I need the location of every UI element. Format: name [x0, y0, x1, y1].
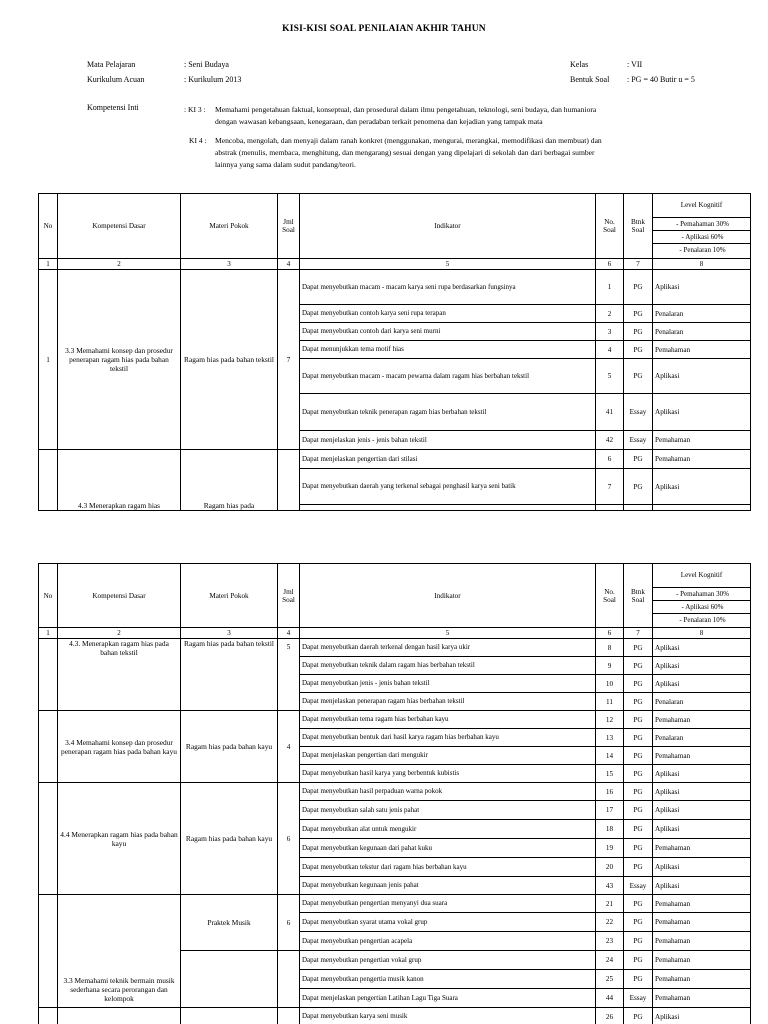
mapel-label: Mata Pelajaran: [87, 60, 136, 69]
bentuk-soal: Essay: [624, 877, 653, 895]
row-number: [39, 895, 58, 1008]
ki4-line-1: Mencoba, mengolah, dan menyaji dalam ranah konkret (menggunakan, mengurai, merangkai, memodifikasi dan membuat) dan: [215, 136, 602, 145]
level-kognitif: Pemahaman: [653, 341, 751, 359]
kurikulum-label: Kurikulum Acuan: [87, 75, 145, 84]
indikator: Dapat menyebutkan bentuk dari hasil karya ragam hias berbahan kayu: [300, 729, 596, 747]
no-soal: 13: [596, 729, 624, 747]
kisi-table-page-1: [38, 193, 751, 511]
level-kognitif: Pemahaman: [653, 895, 751, 913]
no-soal: 1: [596, 270, 624, 305]
col-number: 2: [58, 259, 181, 270]
indikator: Dapat menjelaskan penerapan ragam hias berbahan tekstil: [300, 693, 596, 711]
indikator: Dapat menyebutkan tekstur dari ragam hias berbahan kayu: [300, 858, 596, 877]
kelas-value: : VII: [627, 60, 643, 69]
jumlah-soal: 6: [278, 783, 300, 895]
bentuk-soal: PG: [624, 765, 653, 783]
indikator: Dapat menyebutkan salah satu jenis pahat: [300, 801, 596, 820]
no-soal: 3: [596, 323, 624, 341]
indikator: Dapat menyebutkan kegunaan jenis pahat: [300, 877, 596, 895]
indikator: Dapat menjelaskan jenis - jenis bahan tekstil: [300, 431, 596, 450]
indikator: Dapat menyebutkan karya seni musik: [300, 1008, 596, 1024]
indikator: Dapat menyebutkan daerah yang terkenal sebagai penghasil karya seni batik: [300, 469, 596, 505]
bentuk-soal: PG: [624, 913, 653, 932]
col-number: 1: [39, 259, 58, 270]
level-kognitif: Pemahaman: [653, 450, 751, 469]
no-soal: 14: [596, 747, 624, 765]
jumlah-soal: 7: [278, 270, 300, 450]
header-jml: Jml Soal: [278, 564, 300, 628]
indikator: Dapat menjelaskan pengertian Latihan Lagu Tiga Suara: [300, 989, 596, 1008]
bentuk-soal: Essay: [624, 431, 653, 450]
level-kognitif: Pemahaman: [653, 711, 751, 729]
header-bentuk: Btnk Soal: [624, 564, 653, 628]
no-soal: 8: [596, 639, 624, 657]
bentuk-soal: PG: [624, 895, 653, 913]
row-number: [39, 711, 58, 783]
col-number: 3: [181, 259, 278, 270]
ki3-text: [215, 104, 735, 128]
header-bentuk: Btnk Soal: [624, 194, 653, 259]
ki4-line-3: lainnya yang sama dalam sudut pandang/teori.: [215, 160, 356, 169]
table-row: [39, 711, 751, 729]
kompetensi-dasar: 3.3 Memahami konsep dan prosedur penerapan ragam hias pada bahan tekstil: [58, 270, 181, 450]
col-number: 3: [181, 628, 278, 639]
bentuk-soal: PG: [624, 305, 653, 323]
header-materi: Materi Pokok: [181, 194, 278, 259]
level-kognitif: Aplikasi: [653, 820, 751, 839]
level-kognitif: Aplikasi: [653, 469, 751, 505]
header-level: [653, 564, 751, 628]
level-kognitif: Pemahaman: [653, 932, 751, 951]
no-soal: 20: [596, 858, 624, 877]
jumlah-soal: [278, 450, 300, 511]
bentuk-soal: PG: [624, 951, 653, 970]
no-soal: 19: [596, 839, 624, 858]
col-number: 6: [596, 259, 624, 270]
level-penalaran: - Penalaran 10%: [679, 246, 726, 254]
kompetensi-dasar: 4.4 Menerapkan ragam hias pada bahan kayu: [58, 783, 181, 895]
kompetensi-dasar: 3.4 Memahami konsep dan prosedur penerapan ragam hias pada bahan kayu: [58, 711, 181, 783]
level-kognitif: Pemahaman: [653, 431, 751, 450]
level-penalaran: - Penalaran 10%: [679, 616, 726, 624]
materi-pokok: Ragam hias pada bahan tekstil: [181, 270, 278, 450]
mapel-value: : Seni Budaya: [184, 60, 229, 69]
no-soal: 44: [596, 989, 624, 1008]
bentuk-soal: PG: [624, 747, 653, 765]
indikator: Dapat menjelaskan pengertian dari mengukir: [300, 747, 596, 765]
header-no-soal: No. Soal: [596, 194, 624, 259]
indikator: Dapat menyebutkan tema ragam hias berbahan kayu: [300, 711, 596, 729]
bentuk-soal: Essay: [624, 394, 653, 431]
bentuk-soal: PG: [624, 932, 653, 951]
col-number: 6: [596, 628, 624, 639]
kelas-label: Kelas: [570, 60, 589, 69]
indikator: Dapat menyebutkan kegunaan dari pahat kuku: [300, 839, 596, 858]
no-soal: 26: [596, 1008, 624, 1024]
level-kognitif: Penalaran: [653, 305, 751, 323]
indikator: Dapat menyebutkan teknik penerapan ragam hias berbahan tekstil: [300, 394, 596, 431]
col-number: 4: [278, 259, 300, 270]
indikator: Dapat menyebutkan contoh dari karya seni murni: [300, 323, 596, 341]
header-kd: Kompetensi Dasar: [58, 564, 181, 628]
row-number: 1: [39, 270, 58, 450]
level-kognitif: Aplikasi: [653, 877, 751, 895]
kisi-table-page-2: [38, 563, 751, 1024]
no-soal: 25: [596, 970, 624, 989]
indikator: Dapat menyebutkan alat untuk mengukir: [300, 820, 596, 839]
indikator: Dapat menyebutkan teknik dalam ragam hias berbahan tekstil: [300, 657, 596, 675]
indikator: Dapat menyebutkan hasil perpaduan warna pokok: [300, 783, 596, 801]
level-kognitif: Aplikasi: [653, 657, 751, 675]
table-row: [39, 639, 751, 657]
level-kognitif: Aplikasi: [653, 783, 751, 801]
level-pemahaman: - Pemahaman 30%: [653, 588, 750, 601]
level-kognitif: Aplikasi: [653, 858, 751, 877]
col-number: 7: [624, 259, 653, 270]
bentuk-soal: PG: [624, 469, 653, 505]
header-no-soal: No. Soal: [596, 564, 624, 628]
header-jml: Jml Soal: [278, 194, 300, 259]
materi-pokok: Ragam hias pada bahan tekstil: [181, 639, 278, 711]
col-number: 5: [300, 628, 596, 639]
document-page-2: [0, 563, 768, 1024]
level-kognitif: Pemahaman: [653, 839, 751, 858]
materi-pokok: Praktek Musik: [181, 895, 278, 951]
header-no: No: [39, 564, 58, 628]
level-kognitif: Penalaran: [653, 729, 751, 747]
indikator: Dapat menyebutkan macam - macam karya seni rupa berdasarkan fungsinya: [300, 270, 596, 305]
indikator: Dapat menyebutkan syarat utama vokal grup: [300, 913, 596, 932]
header-kd: Kompetensi Dasar: [58, 194, 181, 259]
header-indikator: Indikator: [300, 564, 596, 628]
indikator: Dapat menunjukkan tema motif hias: [300, 341, 596, 359]
no-soal: 9: [596, 657, 624, 675]
level-kognitif: Aplikasi: [653, 801, 751, 820]
no-soal: 21: [596, 895, 624, 913]
table-row: [39, 783, 751, 801]
bentuk-soal: Essay: [624, 989, 653, 1008]
row-number: [39, 783, 58, 895]
no-soal: 43: [596, 877, 624, 895]
no-soal: 16: [596, 783, 624, 801]
level-kognitif: Pemahaman: [653, 913, 751, 932]
table-row: [39, 1008, 751, 1024]
no-soal: 10: [596, 675, 624, 693]
bentuk-soal: PG: [624, 450, 653, 469]
level-title: Level Kognitif: [653, 194, 750, 218]
level-kognitif: Pemahaman: [653, 989, 751, 1008]
level-kognitif: Pemahaman: [653, 951, 751, 970]
jumlah-soal: 4: [278, 711, 300, 783]
indikator: Dapat menyebutkan jenis - jenis bahan tekstil: [300, 675, 596, 693]
ki3-line-2: dengan wawasan kebangsaan, kenegaraan, dan peradaban terkait penomena dan kejadian yang tampak mata: [215, 117, 543, 126]
no-soal: 17: [596, 801, 624, 820]
col-number: 1: [39, 628, 58, 639]
bentuk-soal: PG: [624, 639, 653, 657]
table-row: [39, 450, 751, 469]
ki4-text: [215, 135, 735, 171]
no-soal: 6: [596, 450, 624, 469]
col-number: 4: [278, 628, 300, 639]
bentuk-soal: PG: [624, 675, 653, 693]
materi-pokok: [181, 951, 278, 1008]
no-soal: 24: [596, 951, 624, 970]
level-kognitif: Aplikasi: [653, 394, 751, 431]
bentuk-soal: PG: [624, 657, 653, 675]
column-number-row: [39, 628, 751, 639]
col-number: 5: [300, 259, 596, 270]
table-header-row: [39, 564, 751, 628]
no-soal: 4: [596, 341, 624, 359]
level-kognitif: Aplikasi: [653, 675, 751, 693]
no-soal: 18: [596, 820, 624, 839]
col-number: 8: [653, 628, 751, 639]
bentuk-soal-label: Bentuk Soal: [570, 75, 610, 84]
kompetensi-dasar: 3.3 Memahami teknik bermain musik sederhana secara perorangan dan kelompok: [58, 895, 181, 1008]
bentuk-soal: PG: [624, 783, 653, 801]
bentuk-soal: PG: [624, 839, 653, 858]
no-soal: 7: [596, 469, 624, 505]
col-number: 2: [58, 628, 181, 639]
level-title: Level Kognitif: [653, 564, 750, 588]
indikator: Dapat menyebutkan hasil karya yang berbentuk kubistis: [300, 765, 596, 783]
level-aplikasi: - Aplikasi 60%: [653, 231, 750, 244]
header-materi: Materi Pokok: [181, 564, 278, 628]
row-number: [39, 450, 58, 511]
page-gap: [0, 515, 768, 563]
level-kognitif: Penalaran: [653, 323, 751, 341]
materi-pokok: Ragam hias pada bahan kayu: [181, 783, 278, 895]
jumlah-soal: [278, 951, 300, 1008]
level-kognitif: Aplikasi: [653, 270, 751, 305]
no-soal: 2: [596, 305, 624, 323]
column-number-row: [39, 259, 751, 270]
jumlah-soal: 5: [278, 639, 300, 711]
level-kognitif: Aplikasi: [653, 1008, 751, 1024]
materi-pokok: Ragam hias pada bahan kayu: [181, 711, 278, 783]
ki4-line-2: abstrak (menulis, membaca, menghitung, dan mengarang) sesuai dengan yang dipelajari di sekolah dan dari berbagai sumber: [215, 148, 595, 157]
kompetensi-dasar: 4.3 Menerapkan ragam hias: [58, 450, 181, 511]
table-row: [39, 270, 751, 305]
bentuk-soal: PG: [624, 341, 653, 359]
bentuk-soal: PG: [624, 1008, 653, 1024]
indikator: Dapat menjelaskan pengertian dari stilasi: [300, 450, 596, 469]
table-header-row: [39, 194, 751, 259]
no-soal: 12: [596, 711, 624, 729]
bentuk-soal: PG: [624, 858, 653, 877]
level-kognitif: Penalaran: [653, 693, 751, 711]
no-soal: 22: [596, 913, 624, 932]
materi-pokok: Ragam hias pada: [181, 450, 278, 511]
bentuk-soal: PG: [624, 270, 653, 305]
indikator: Dapat menyebutkan daerah terkenal dengan hasil karya ukir: [300, 639, 596, 657]
row-number: [39, 639, 58, 711]
indikator: Dapat menyebutkan pengertian acapela: [300, 932, 596, 951]
indikator: Dapat menyebutkan pengertia musik kanon: [300, 970, 596, 989]
bentuk-soal-value: : PG = 40 Butir u = 5: [627, 75, 695, 84]
bentuk-soal: PG: [624, 729, 653, 747]
bentuk-soal: PG: [624, 323, 653, 341]
bentuk-soal: PG: [624, 711, 653, 729]
bentuk-soal: PG: [624, 801, 653, 820]
col-number: 8: [653, 259, 751, 270]
level-aplikasi: - Aplikasi 60%: [653, 601, 750, 614]
ki3-code: : KI 3 :: [184, 105, 206, 114]
no-soal: 11: [596, 693, 624, 711]
level-pemahaman: - Pemahaman 30%: [653, 218, 750, 231]
level-kognitif: Pemahaman: [653, 970, 751, 989]
level-kognitif: Aplikasi: [653, 359, 751, 394]
table-row: [39, 895, 751, 913]
level-kognitif: Aplikasi: [653, 639, 751, 657]
header-no: No: [39, 194, 58, 259]
bentuk-soal: PG: [624, 970, 653, 989]
bentuk-soal: PG: [624, 820, 653, 839]
ki-label: Kompetensi Inti: [87, 103, 139, 112]
bentuk-soal: PG: [624, 359, 653, 394]
kurikulum-value: : Kurikulum 2013: [184, 75, 242, 84]
page-title: KISI-KISI SOAL PENILAIAN AKHIR TAHUN: [282, 24, 486, 34]
no-soal: 42: [596, 431, 624, 450]
no-soal: 15: [596, 765, 624, 783]
level-kognitif: Aplikasi: [653, 765, 751, 783]
no-soal: 5: [596, 359, 624, 394]
no-soal: 41: [596, 394, 624, 431]
no-soal: 23: [596, 932, 624, 951]
header-indikator: Indikator: [300, 194, 596, 259]
kompetensi-dasar: 4.3. Menerapkan ragam hias pada bahan tekstil: [58, 639, 181, 711]
indikator: Dapat menyebutkan contoh karya seni rupa terapan: [300, 305, 596, 323]
indikator: Dapat menyebutkan pengertian menyanyi dua suara: [300, 895, 596, 913]
level-kognitif: Pemahaman: [653, 747, 751, 765]
indikator: Dapat menyebutkan macam - macam pewarna dalam ragam hias berbahan tekstil: [300, 359, 596, 394]
ki4-code: KI 4 :: [189, 136, 207, 145]
indikator: Dapat menyebutkan pengertian vokal grup: [300, 951, 596, 970]
bentuk-soal: PG: [624, 693, 653, 711]
col-number: 7: [624, 628, 653, 639]
jumlah-soal: 6: [278, 895, 300, 951]
ki3-line-1: Memahami pengetahuan faktual, konseptual, dan prosedural dalam ilmu pengetahuan, teknologi, seni budaya, dan humaniora: [215, 105, 597, 114]
header-level: [653, 194, 751, 259]
